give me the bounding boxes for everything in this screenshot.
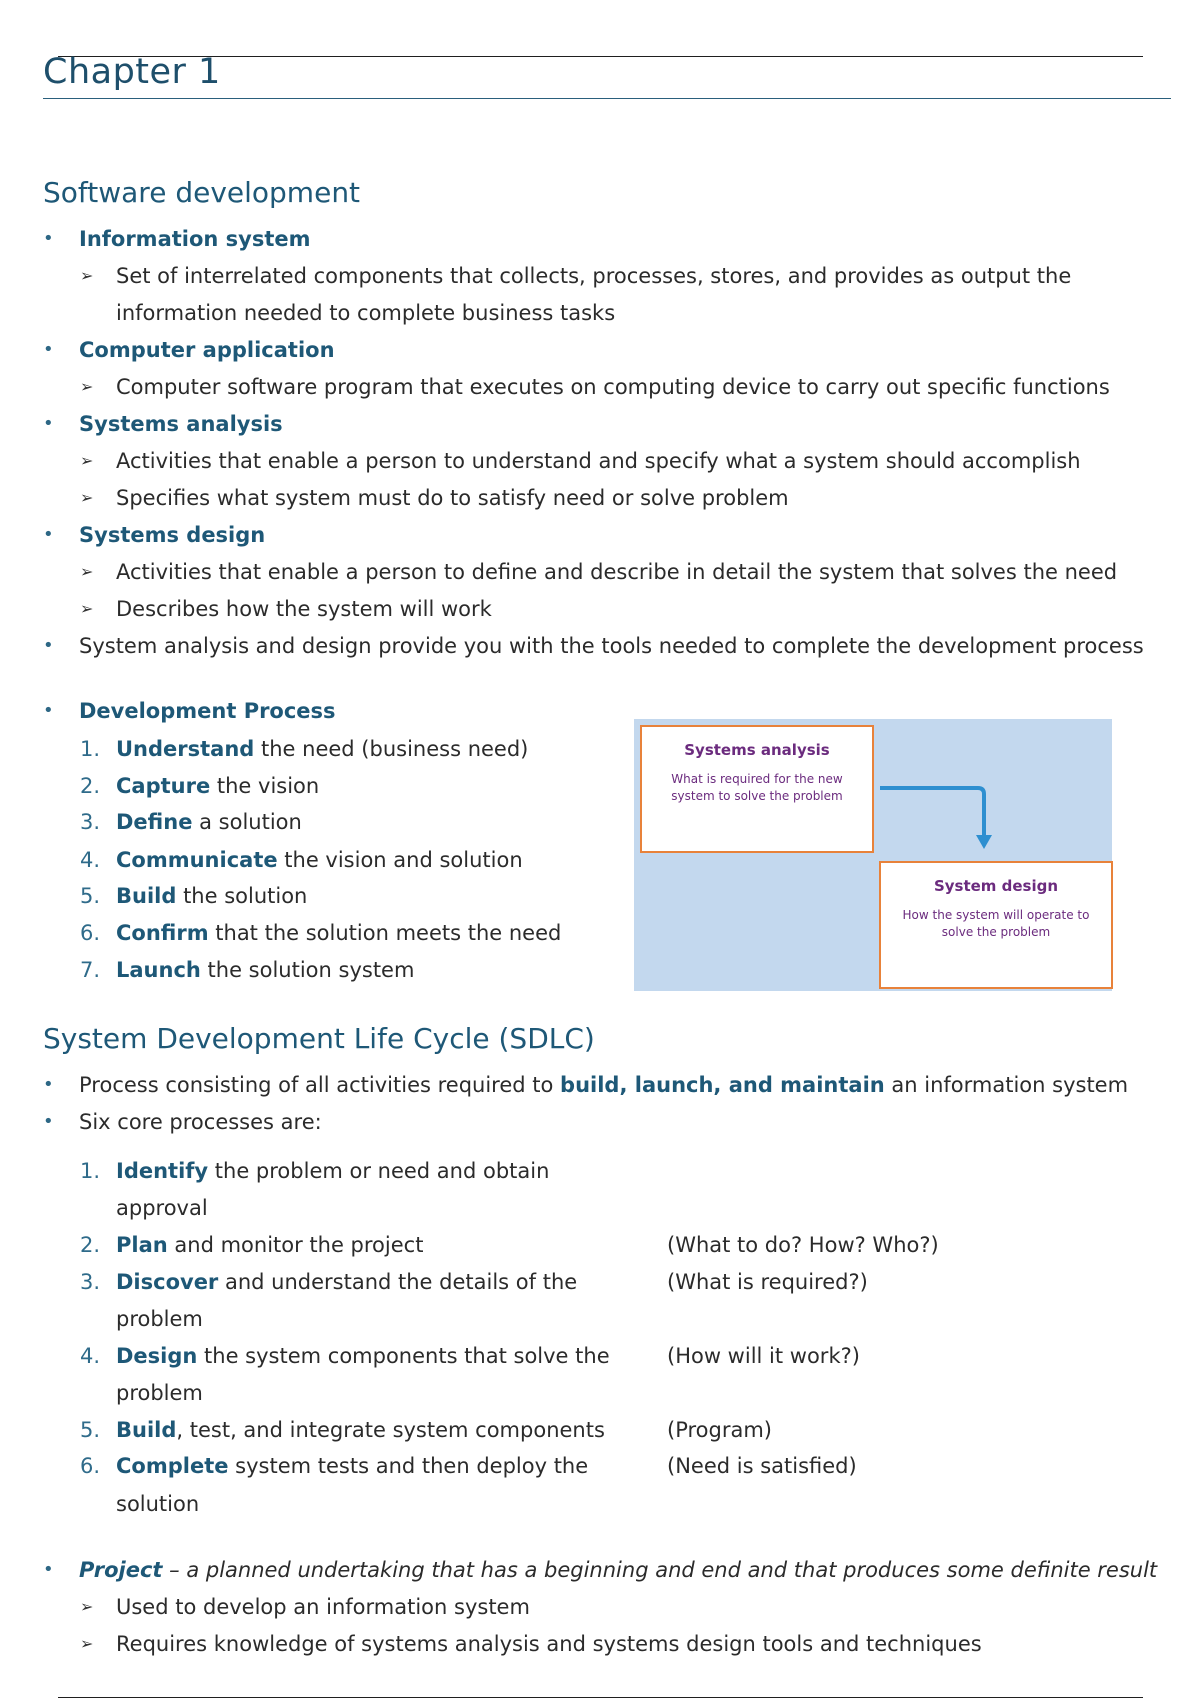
system-design-box [879, 861, 1113, 989]
step-verb: Discover [116, 1270, 219, 1294]
bullet-icon: • [43, 339, 54, 360]
step-rest: and monitor the project [167, 1233, 424, 1257]
step-rest: the need (business need) [254, 737, 529, 761]
chapter-title: Chapter 1 [43, 52, 221, 92]
text-segment: an information system [884, 1073, 1129, 1097]
bullet-icon: • [43, 524, 54, 545]
term-label: Systems analysis [79, 412, 283, 436]
step-verb: Plan [116, 1233, 168, 1257]
step-rest: a solution [192, 810, 302, 834]
step-number: 7. [80, 958, 101, 982]
step-number: 4. [80, 848, 101, 872]
step-verb: Confirm [116, 921, 209, 945]
step-verb: Build [116, 884, 177, 908]
step-question: (What is required?) [667, 1270, 868, 1294]
step-rest: that the solution meets the need [208, 921, 562, 945]
step-rest: the solution [176, 884, 308, 908]
arrow-bullet-icon: ➢ [80, 266, 94, 285]
sub-text: Activities that enable a person to define and describe in detail the system that solves the need [116, 560, 1118, 584]
box-description: What is required for the new system to solve the problem [671, 772, 843, 803]
step-number: 2. [80, 1233, 101, 1257]
term-label: Systems design [79, 523, 266, 547]
step-question: (Need is satisfied) [667, 1454, 857, 1478]
step-verb: Define [116, 810, 193, 834]
step-rest: the vision [210, 774, 320, 798]
sub-text: Computer software program that executes on computing device to carry out specific functions [116, 375, 1110, 399]
box-title: Systems analysis [684, 741, 830, 759]
step-rest-continued: problem [116, 1381, 203, 1405]
step-number: 3. [80, 810, 101, 834]
step-verb: Capture [116, 774, 211, 798]
sub-text: information needed to complete business tasks [116, 301, 616, 325]
sub-text: Requires knowledge of systems analysis and systems design tools and techniques [116, 1632, 982, 1656]
arrow-bullet-icon: ➢ [80, 377, 94, 396]
chapter-underline [43, 98, 1171, 99]
term-label: Development Process [79, 699, 336, 723]
arrow-bullet-icon: ➢ [80, 488, 94, 507]
step-verb: Communicate [116, 848, 278, 872]
step-question: (How will it work?) [667, 1344, 860, 1368]
step-rest: system tests and then deploy the [228, 1454, 589, 1478]
step-rest-continued: approval [116, 1196, 208, 1220]
step-verb: Complete [116, 1454, 229, 1478]
sub-text: Describes how the system will work [116, 597, 492, 621]
text-segment: Process consisting of all activities required to [79, 1073, 561, 1097]
arrow-bullet-icon: ➢ [80, 451, 94, 470]
step-number: 6. [80, 1454, 101, 1478]
bullet-icon: • [43, 228, 54, 249]
section-heading-sdlc: System Development Life Cycle (SDLC) [43, 1022, 595, 1055]
systems-analysis-box [640, 725, 874, 853]
summary-text: System analysis and design provide you with the tools needed to complete the development process [79, 634, 1144, 658]
analysis-design-diagram [634, 719, 1112, 991]
step-rest: the solution system [200, 958, 415, 982]
step-number: 2. [80, 774, 101, 798]
bullet-icon: • [43, 1074, 54, 1095]
term-label: Project [79, 1558, 163, 1582]
step-verb: Design [116, 1344, 198, 1368]
term-label: Information system [79, 227, 311, 251]
step-number: 1. [80, 1159, 101, 1183]
box-description: How the system will operate to solve the problem [902, 908, 1090, 939]
step-verb: Launch [116, 958, 201, 982]
step-number: 5. [80, 1418, 101, 1442]
bullet-icon: • [43, 700, 54, 721]
bullet-icon: • [43, 635, 54, 656]
sub-text: Activities that enable a person to understand and specify what a system should accomplish [116, 449, 1081, 473]
arrow-bullet-icon: ➢ [80, 562, 94, 581]
term-label: Computer application [79, 338, 335, 362]
bullet-icon: • [43, 1559, 54, 1580]
bottom-rule [58, 1697, 1143, 1698]
text-segment-bold: build, launch, and maintain [560, 1073, 885, 1097]
step-verb: Identify [116, 1159, 209, 1183]
bullet-text: Six core processes are: [79, 1110, 322, 1134]
definition-text: – a planned undertaking that has a beginning and end and that produces some definite result [162, 1558, 1158, 1582]
step-number: 6. [80, 921, 101, 945]
step-number: 3. [80, 1270, 101, 1294]
section-heading-software-development: Software development [43, 176, 361, 209]
step-question: (Program) [667, 1418, 772, 1442]
step-rest: the problem or need and obtain [208, 1159, 550, 1183]
sub-text: Specifies what system must do to satisfy need or solve problem [116, 486, 789, 510]
step-rest: the vision and solution [277, 848, 523, 872]
bullet-icon: • [43, 413, 54, 434]
sub-text: Set of interrelated components that collects, processes, stores, and provides as output the [116, 264, 1072, 288]
step-verb: Build [116, 1418, 177, 1442]
step-number: 4. [80, 1344, 101, 1368]
bullet-icon: • [43, 1111, 54, 1132]
arrow-bullet-icon: ➢ [80, 1597, 94, 1616]
step-rest-continued: problem [116, 1307, 203, 1331]
step-number: 5. [80, 884, 101, 908]
step-rest: the system components that solve the [197, 1344, 610, 1368]
step-verb: Understand [116, 737, 255, 761]
flow-arrow-icon [878, 779, 1008, 859]
sub-text: Used to develop an information system [116, 1595, 530, 1619]
arrow-bullet-icon: ➢ [80, 1634, 94, 1653]
box-title: System design [933, 877, 1059, 895]
arrow-bullet-icon: ➢ [80, 599, 94, 618]
step-rest: and understand the details of the [218, 1270, 578, 1294]
step-question: (What to do? How? Who?) [667, 1233, 939, 1257]
step-rest: , test, and integrate system components [176, 1418, 605, 1442]
step-number: 1. [80, 737, 101, 761]
step-rest-continued: solution [116, 1492, 200, 1516]
